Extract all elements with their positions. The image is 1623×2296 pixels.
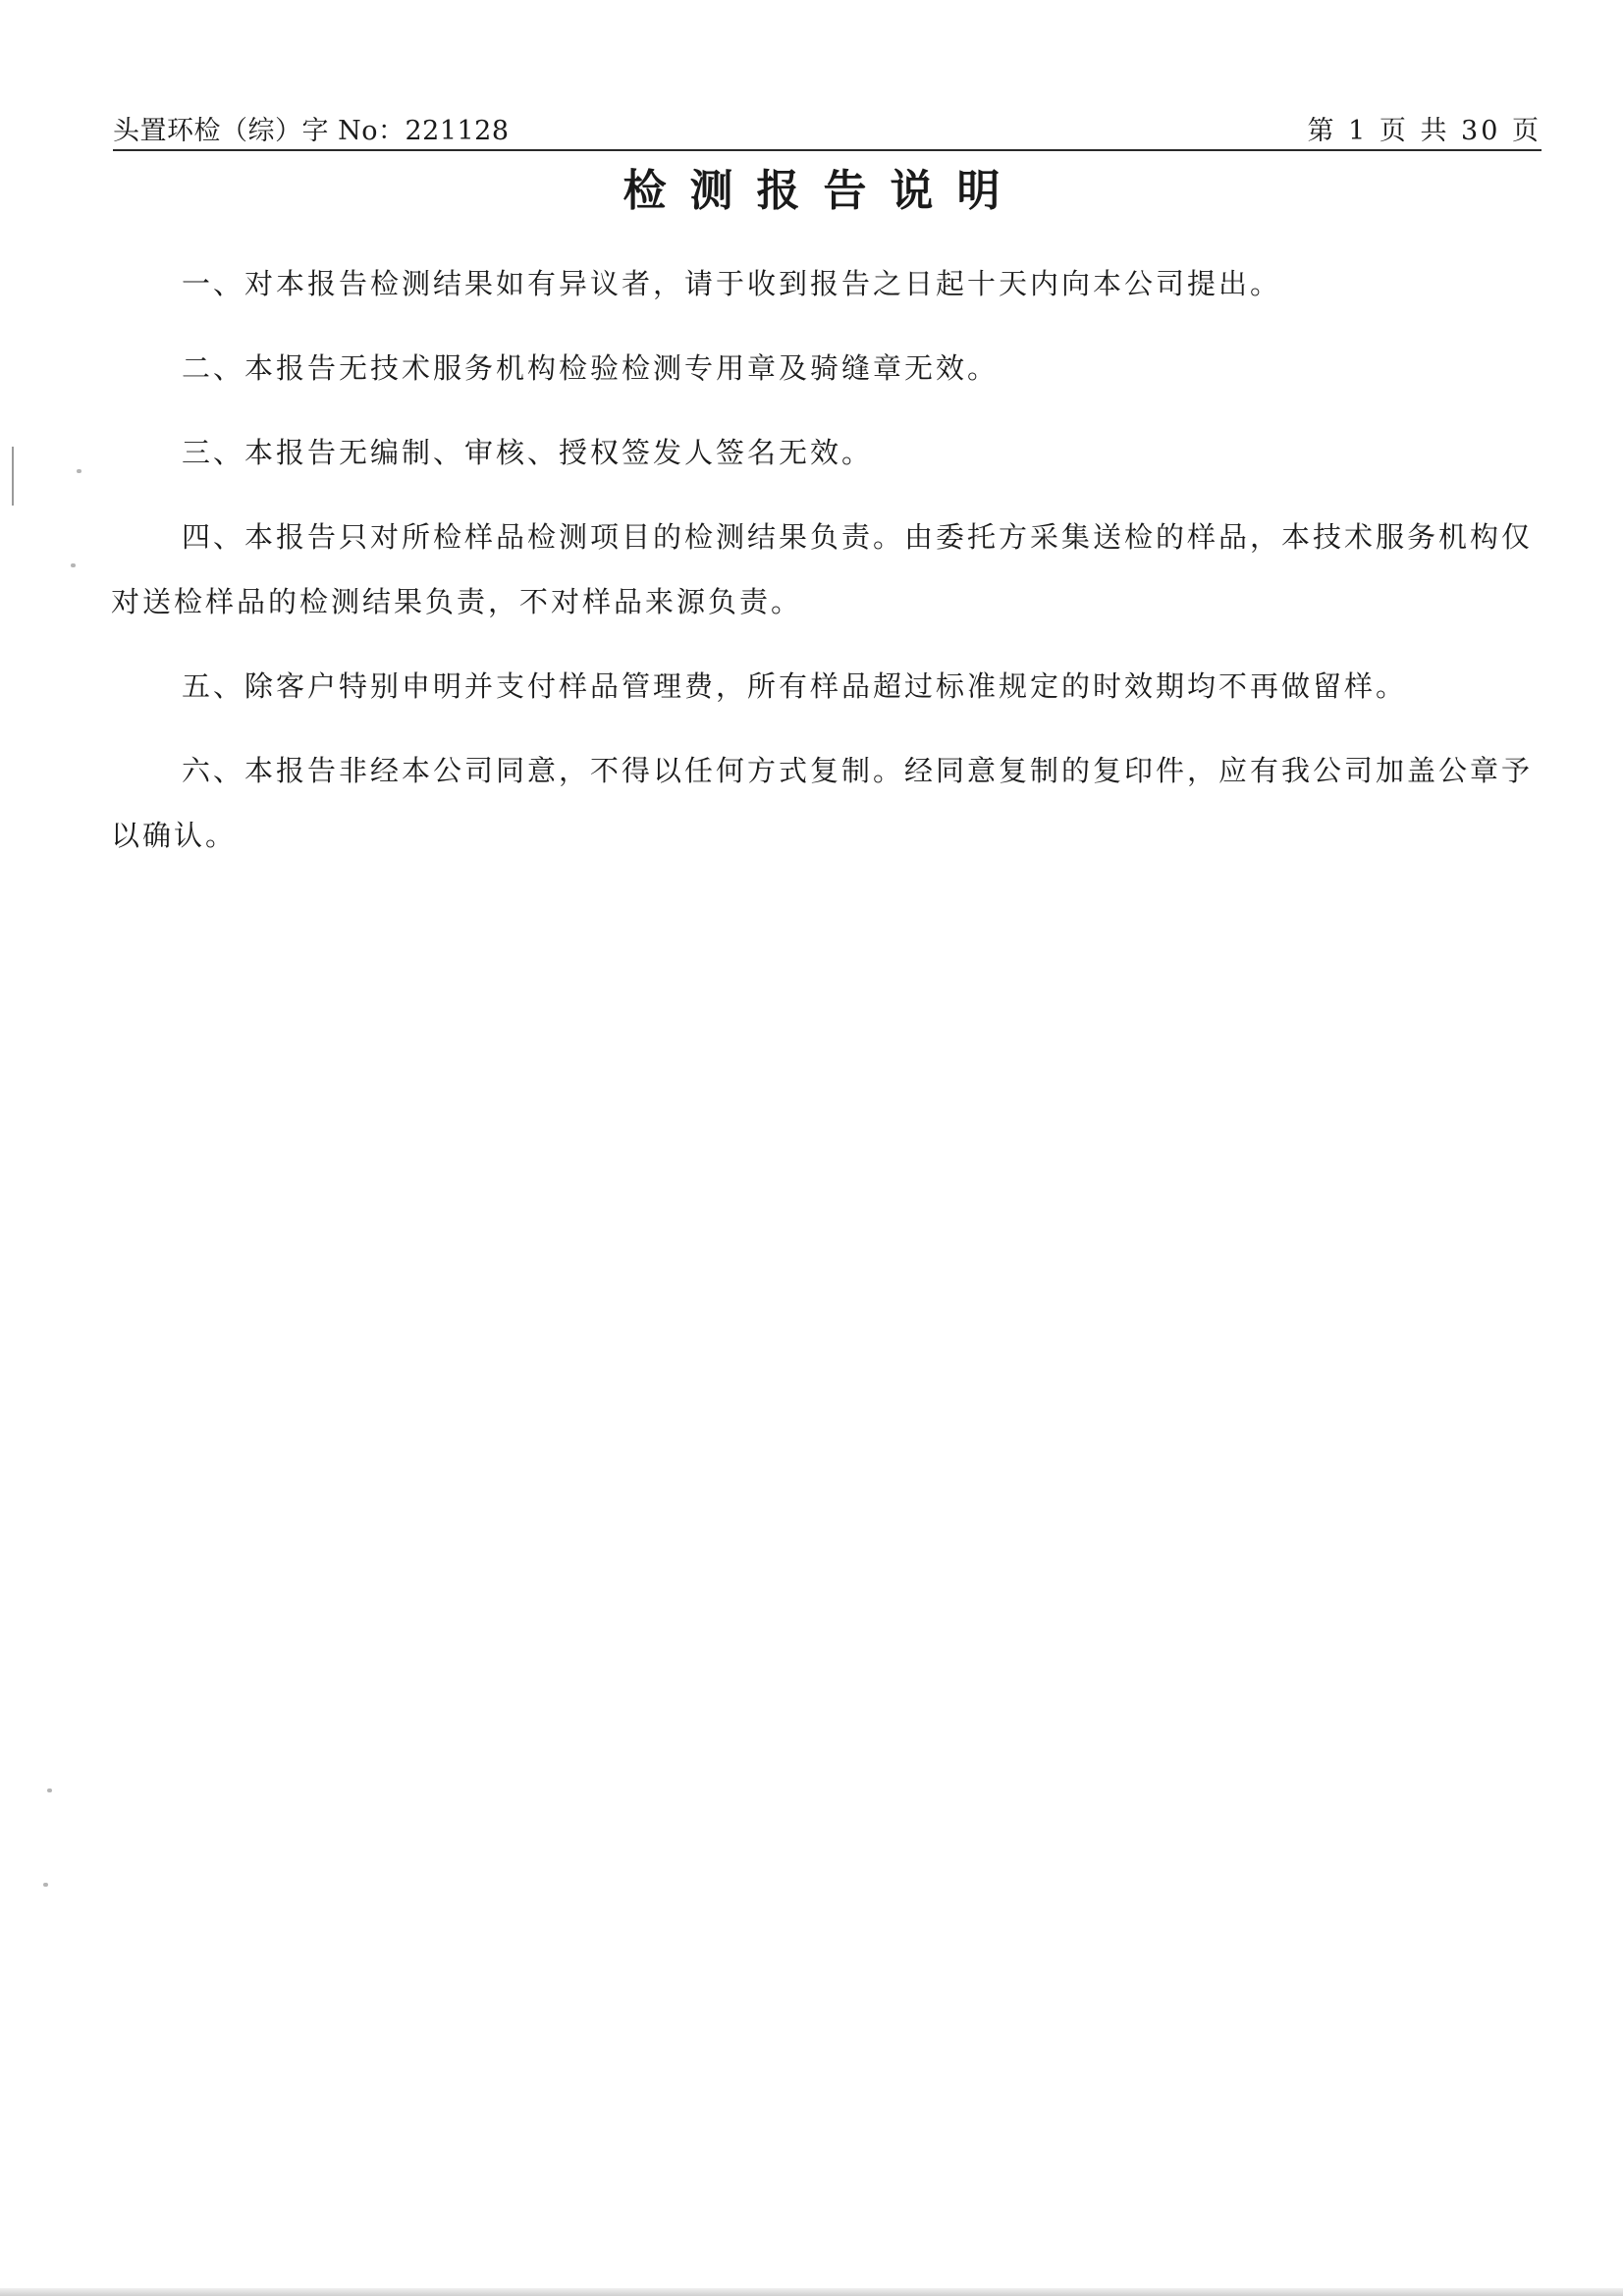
scan-speck: [71, 563, 76, 567]
report-notes: [111, 251, 1546, 887]
scan-speck: [43, 1883, 48, 1887]
note-paragraph-6: 六、本报告非经本公司同意，不得以任何方式复制。经同意复制的复印件，应有我公司加盖公章予以确认。: [111, 754, 1534, 852]
scan-speck: [47, 1789, 52, 1792]
note-paragraph-5: 五、除客户特别申明并支付样品管理费，所有样品超过标准规定的时效期均不再做留样。: [182, 669, 1408, 703]
scan-bottom-edge: [0, 2288, 1623, 2296]
scan-speck: [77, 469, 81, 473]
note-paragraph-3: 三、本报告无编制、审核、授权签发人签名无效。: [182, 436, 874, 469]
scan-edge-mark: [12, 447, 14, 506]
page-header: [113, 110, 1542, 151]
report-number: 头置环检（综）字 No：221128: [113, 116, 510, 146]
page-info: 第 1 页 共 30 页: [1307, 116, 1542, 146]
note-paragraph-1: 一、对本报告检测结果如有异议者，请于收到报告之日起十天内向本公司提出。: [182, 267, 1282, 300]
page-title: 检测报告说明: [622, 166, 1024, 216]
note-paragraph-4: 四、本报告只对所检样品检测项目的检测结果负责。由委托方采集送检的样品，本技术服务机构仅对送检样品的检测结果负责，不对样品来源负责。: [111, 520, 1534, 618]
note-paragraph-2: 二、本报告无技术服务机构检验检测专用章及骑缝章无效。: [182, 351, 1000, 385]
